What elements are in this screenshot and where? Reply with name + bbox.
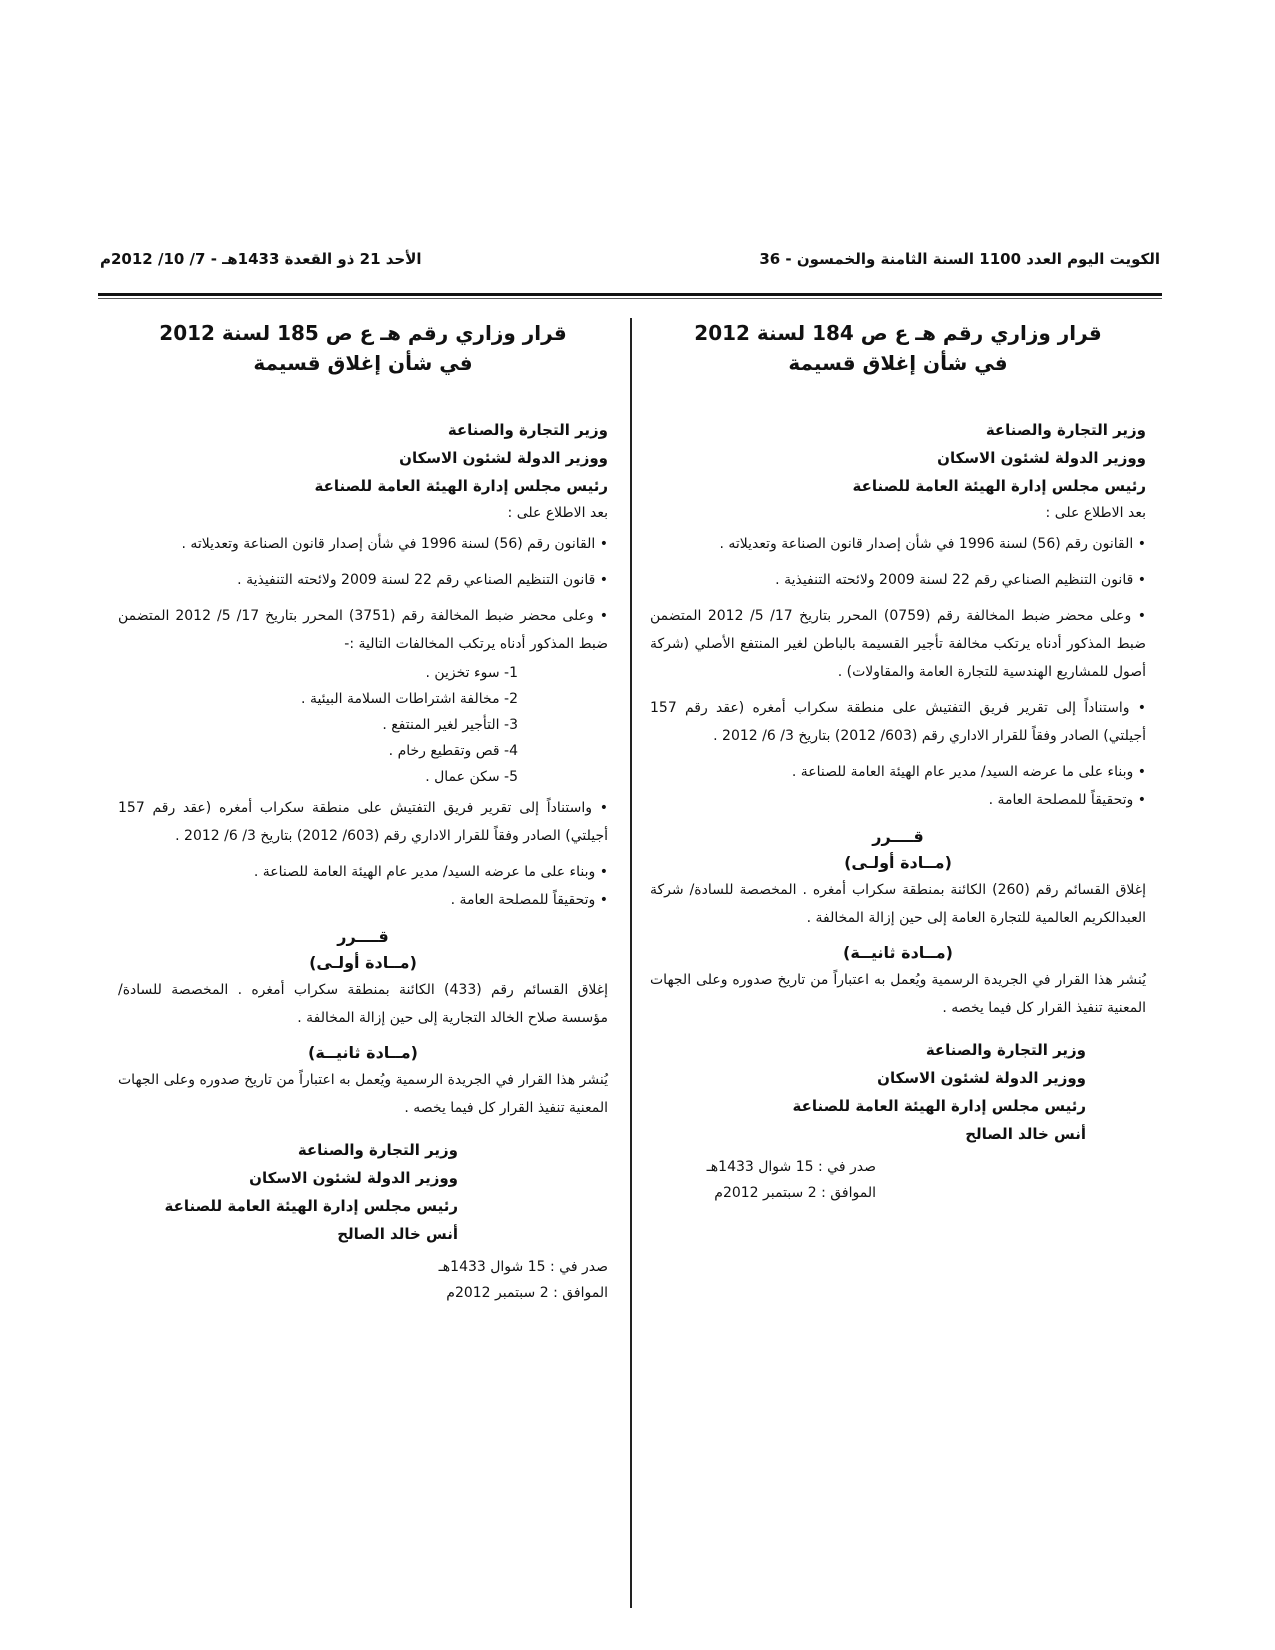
signatory-name: أنس خالد الصالح — [337, 1225, 458, 1243]
article-1-text: إغلاق القسائم رقم (433) الكائنة بمنطقة سكراب أمغره . المخصصة للسادة/ مؤسسة صلاح الخالد التجارية إلى حين إزالة المخالفة . — [118, 982, 608, 1026]
article-2-text: يُنشر هذا القرار في الجريدة الرسمية ويُعمل به اعتباراً من تاريخ صدوره وعلى الجهات المعنية تنفيذ القرار كل فيما يخصه . — [118, 1072, 608, 1116]
article-1-title: (مــادة أولـى) — [309, 953, 417, 972]
decides-heading: قــــرر — [337, 927, 389, 946]
decision-185 — [118, 318, 608, 1306]
violation-item: 3- التأجير لغير المنتفع . — [382, 717, 518, 733]
issuer-line: رئيس مجلس إدارة الهيئة العامة للصناعة — [314, 477, 608, 495]
issuer-line: ووزير الدولة لشئون الاسكان — [937, 449, 1146, 467]
article-1-text: إغلاق القسائم رقم (260) الكائنة بمنطقة سكراب أمغره . المخصصة للسادة/ شركة العبدالكريم العالمية للتجارة العامة إلى حين إزالة المخالفة . — [650, 882, 1146, 926]
header-date: الأحد 21 ذو القعدة 1433هـ - 7/ 10/ 2012م — [100, 250, 422, 268]
signatory-name: أنس خالد الصالح — [965, 1125, 1086, 1143]
article-2-title: (مــادة ثانيــة) — [308, 1043, 418, 1062]
after-review: بعد الاطلاع على : — [1045, 505, 1146, 521]
preamble-item: • وتحقيقاً للمصلحة العامة . — [988, 792, 1146, 808]
signature-line: ووزير الدولة لشئون الاسكان — [249, 1169, 458, 1187]
issuer-line: وزير التجارة والصناعة — [447, 421, 608, 439]
decision-subject: في شأن إغلاق قسيمة — [788, 351, 1008, 375]
preamble-item: • وعلى محضر ضبط المخالفة رقم (0759) المحرر بتاريخ 17/ 5/ 2012 المتضمن ضبط المذكور أدناه يرتكب مخالفة تأجير القسيمة بالباطن لغير المنتفع الأصلي (شركة أصول للمشاريع الهندسية للتجارة العامة والمقاولات) . — [650, 608, 1146, 680]
signature-line: رئيس مجلس إدارة الهيئة العامة للصناعة — [164, 1197, 458, 1215]
signature-line: وزير التجارة والصناعة — [297, 1141, 458, 1159]
header-issue-info: الكويت اليوم العدد 1100 السنة الثامنة والخمسون - 36 — [759, 250, 1160, 268]
article-2-title: (مــادة ثانيــة) — [843, 943, 953, 962]
article-2-text: يُنشر هذا القرار في الجريدة الرسمية ويُعمل به اعتباراً من تاريخ صدوره وعلى الجهات المعنية تنفيذ القرار كل فيما يخصه . — [650, 972, 1146, 1016]
issue-date: صدر في : 15 شوال 1433هـ — [438, 1259, 608, 1275]
violation-item: 4- قص وتقطيع رخام . — [388, 743, 518, 759]
preamble-item: • القانون رقم (56) لسنة 1996 في شأن إصدار قانون الصناعة وتعديلاته . — [719, 536, 1146, 552]
preamble-item: • القانون رقم (56) لسنة 1996 في شأن إصدار قانون الصناعة وتعديلاته . — [181, 536, 608, 552]
after-review: بعد الاطلاع على : — [507, 505, 608, 521]
issuer-line: رئيس مجلس إدارة الهيئة العامة للصناعة — [852, 477, 1146, 495]
preamble-item: • وبناء على ما عرضه السيد/ مدير عام الهيئة العامة للصناعة . — [791, 764, 1146, 780]
preamble-item: • وعلى محضر ضبط المخالفة رقم (3751) المحرر بتاريخ 17/ 5/ 2012 المتضمن ضبط المذكور أدناه يرتكب المخالفات التالية :- — [118, 608, 608, 652]
preamble-item: • قانون التنظيم الصناعي رقم 22 لسنة 2009 ولائحته التنفيذية . — [775, 572, 1146, 588]
decision-title: قرار وزاري رقم هـ ع ص 185 لسنة 2012 — [159, 321, 567, 345]
header-rule-thin — [98, 298, 1162, 299]
signature-line: ووزير الدولة لشئون الاسكان — [877, 1069, 1086, 1087]
violation-item: 2- مخالفة اشتراطات السلامة البيئية . — [301, 691, 518, 707]
decision-184 — [650, 318, 1146, 1206]
decision-subject: في شأن إغلاق قسيمة — [253, 351, 473, 375]
violation-item: 1- سوء تخزين . — [425, 665, 518, 681]
signature-line: رئيس مجلس إدارة الهيئة العامة للصناعة — [792, 1097, 1086, 1115]
column-divider — [630, 318, 632, 1608]
issuer-line: وزير التجارة والصناعة — [985, 421, 1146, 439]
decides-heading: قــــرر — [872, 827, 924, 846]
preamble-item: • وبناء على ما عرضه السيد/ مدير عام الهيئة العامة للصناعة . — [253, 864, 608, 880]
article-1-title: (مــادة أولـى) — [844, 853, 952, 872]
gregorian-date: الموافق : 2 سبتمبر 2012م — [446, 1285, 608, 1301]
gregorian-date: الموافق : 2 سبتمبر 2012م — [714, 1185, 876, 1201]
issuer-line: ووزير الدولة لشئون الاسكان — [399, 449, 608, 467]
issue-date: صدر في : 15 شوال 1433هـ — [706, 1159, 876, 1175]
preamble-item: • وتحقيقاً للمصلحة العامة . — [450, 892, 608, 908]
violation-item: 5- سكن عمال . — [425, 769, 518, 785]
header-rule — [98, 293, 1162, 296]
decision-title: قرار وزاري رقم هـ ع ص 184 لسنة 2012 — [694, 321, 1102, 345]
page-header — [100, 242, 1160, 282]
preamble-item: • قانون التنظيم الصناعي رقم 22 لسنة 2009 ولائحته التنفيذية . — [237, 572, 608, 588]
preamble-item: • واستناداً إلى تقرير فريق التفتيش على منطقة سكراب أمغره (عقد رقم 157 أجيلتي) الصادر وفقاً للقرار الاداري رقم (603/ 2012) بتاريخ 3/ 6/ 2012 . — [650, 700, 1146, 744]
signature-line: وزير التجارة والصناعة — [925, 1041, 1086, 1059]
preamble-item: • واستناداً إلى تقرير فريق التفتيش على منطقة سكراب أمغره (عقد رقم 157 أجيلتي) الصادر وفقاً للقرار الاداري رقم (603/ 2012) بتاريخ 3/ 6/ 2012 . — [118, 800, 608, 844]
